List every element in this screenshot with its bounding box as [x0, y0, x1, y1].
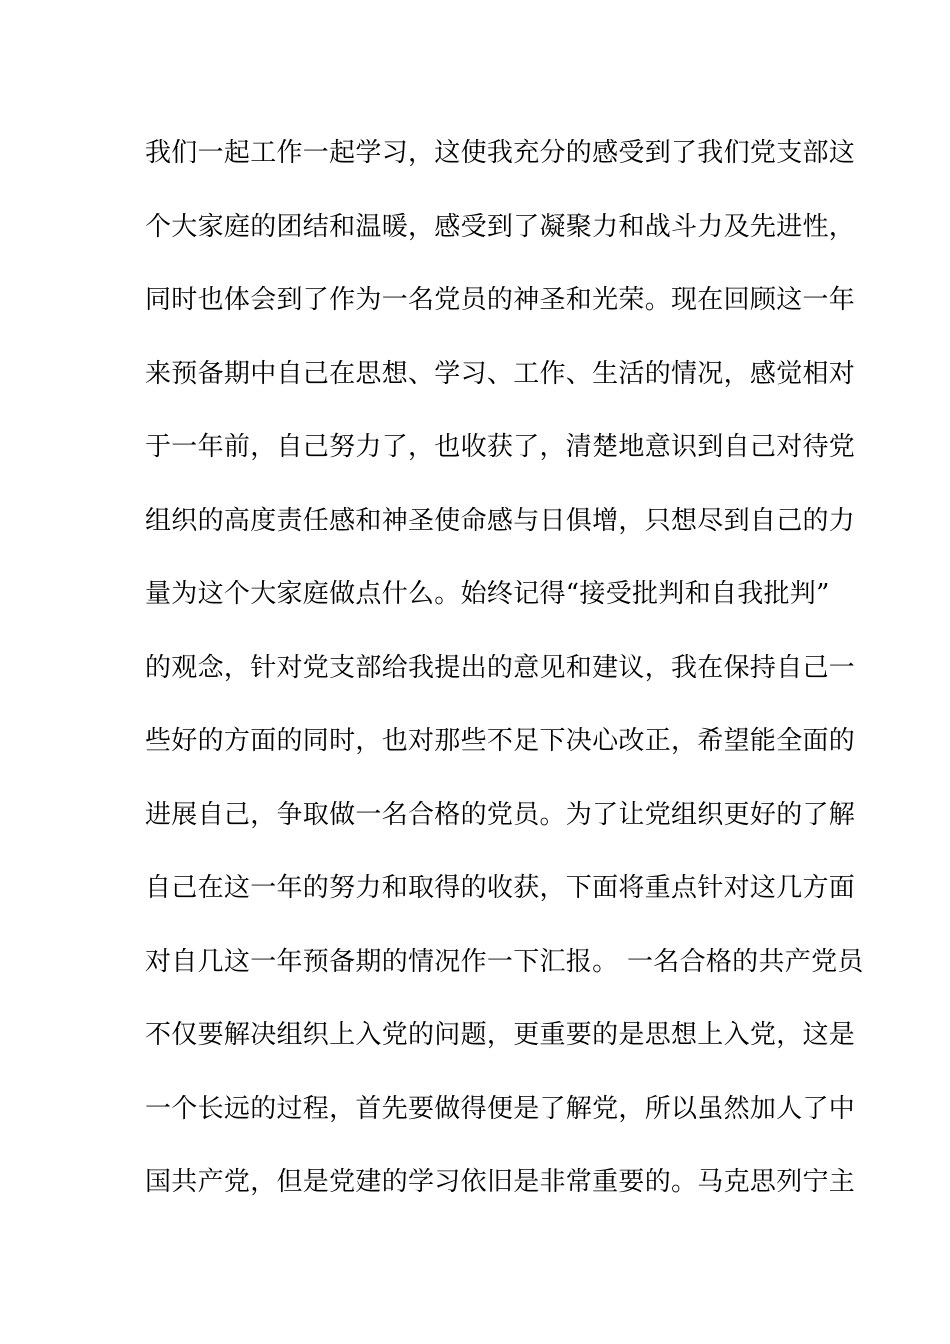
text-line: 的观念，针对党支部给我提出的意见和建议，我在保持自己一: [145, 652, 856, 683]
body-text: [145, 128, 864, 1231]
text-line: 不仅要解决组织上入党的问题，更重要的是思想上入党，这是: [145, 1020, 856, 1050]
text-line: 个大家庭的团结和温暖，感受到了凝聚力和战斗力及先进性，: [145, 211, 856, 242]
text-line: 自己在这一年的努力和取得的收获，下面将重点针对这几方面: [145, 873, 856, 903]
text-line: 我们一起工作一起学习，这使我充分的感受到了我们党支部这: [145, 138, 856, 168]
text-line: 量为这个大家庭做点什么。始终记得“接受批判和自我批判”: [145, 579, 830, 609]
text-line: 同时也体会到了作为一名党员的神圣和光荣。现在回顾这一年: [145, 285, 856, 315]
text-line: 于一年前，自己努力了，也收获了，清楚地意识到自己对待党: [145, 432, 856, 462]
text-line: 些好的方面的同时，也对那些不足下决心改正，希望能全面的: [145, 726, 856, 756]
text-line: 组织的高度责任感和神圣使命感与日俱增，只想尽到自己的力: [145, 505, 856, 536]
text-line: 国共产党，但是党建的学习依旧是非常重要的。马克思列宁主: [145, 1167, 856, 1197]
text-line: 进展自己，争取做一名合格的党员。为了让党组织更好的了解: [145, 799, 856, 830]
text-line: 一个长远的过程，首先要做得便是了解党，所以虽然加人了中: [145, 1093, 856, 1124]
text-line: 对自几这一年预备期的情况作一下汇报。 一名合格的共产党员: [145, 946, 864, 977]
text-line: 来预备期中自己在思想、学习、工作、生活的情况，感觉相对: [145, 358, 856, 389]
